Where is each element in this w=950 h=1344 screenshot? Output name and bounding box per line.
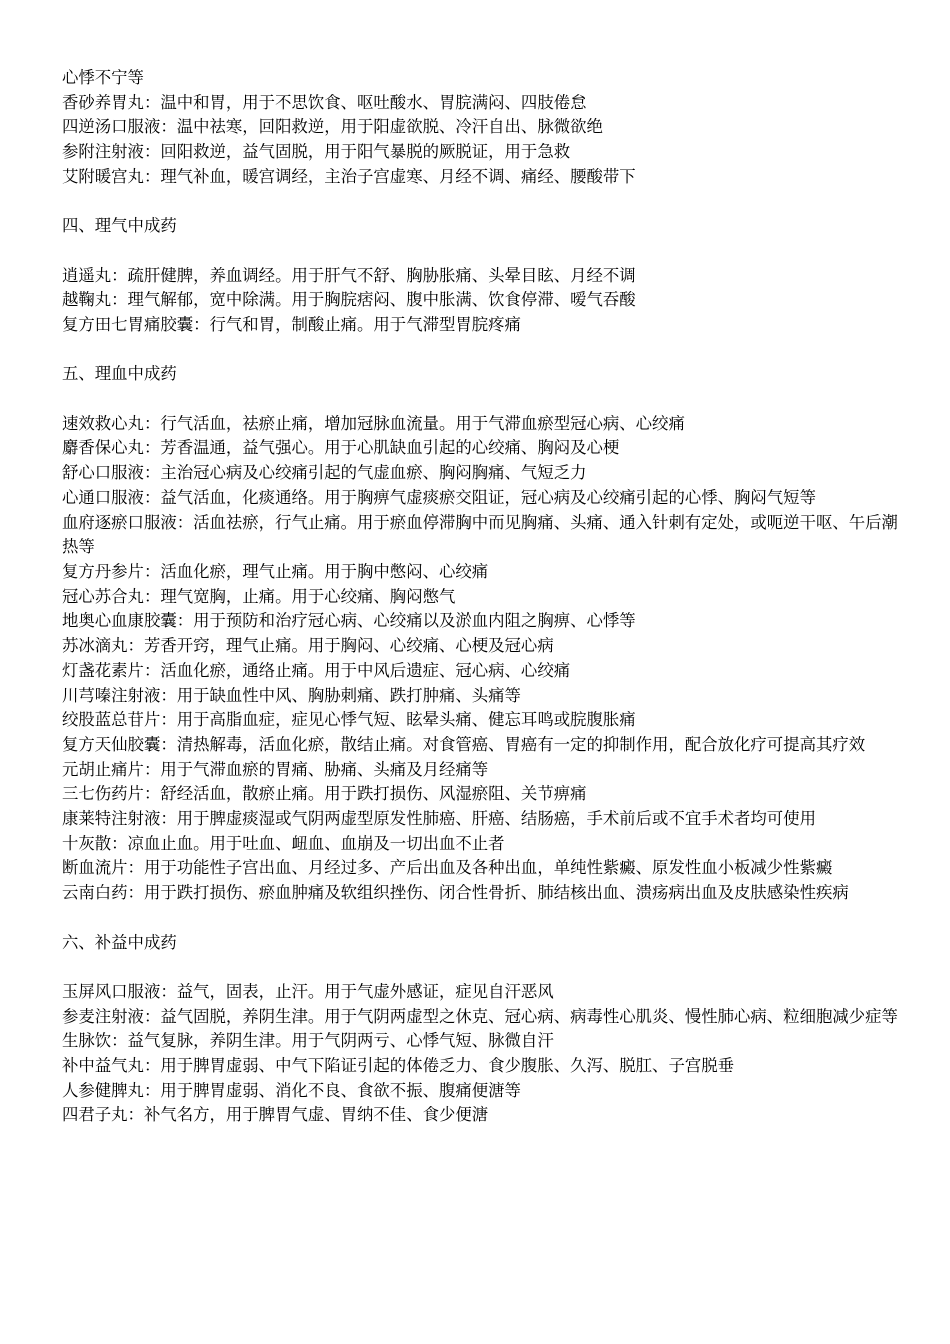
text-line: 心悸不宁等 [62,68,144,87]
text-line: 云南白药：用于跌打损伤、瘀血肿痛及软组织挫伤、闭合性骨折、肺结核出血、溃疡病出血及皮肤感染性疾病 [62,883,849,903]
text-line: 地奥心血康胶囊：用于预防和治疗冠心病、心绞痛以及淤血内阻之胸痹、心悸等 [62,611,636,631]
text-line: 十灰散：凉血止血。用于吐血、衄血、血崩及一切出血不止者 [62,833,505,853]
section-heading: 四、理气中成药 [62,216,177,236]
text-line: 冠心苏合丸：理气宽胸，止痛。用于心绞痛、胸闷憋气 [62,586,456,606]
text-line: 参麦注射液：益气固脱，养阴生津。用于气阴两虚型之休克、冠心病、病毒性心肌炎、慢性肺心病、粒细胞减少症等 [62,1006,898,1026]
text-line: 速效救心丸：行气活血，祛瘀止痛，增加冠脉血流量。用于气滞血瘀型冠心病、心绞痛 [62,413,685,433]
section-gap [62,387,910,412]
text-line: 玉屏风口服液：益气，固表，止汗。用于气虚外感证，症见自汗恶风 [62,981,554,1001]
document-body [62,66,910,1128]
section-gap [62,955,910,980]
text-line: 生脉饮：益气复脉，养阴生津。用于气阴两亏、心悸气短、脉微自汗 [62,1031,554,1051]
text-line: 人参健脾丸：用于脾胃虚弱、消化不良、食欲不振、腹痛便溏等 [62,1080,521,1100]
text-line: 康莱特注射液：用于脾虚痰湿或气阴两虚型原发性肺癌、肝癌、结肠癌，手术前后或不宜手术者均可使用 [62,809,816,829]
text-line: 血府逐瘀口服液：活血祛瘀，行气止痛。用于瘀血停滞胸中而见胸痛、头痛、通入针刺有定处，或呃逆干呕、午后潮热等 [62,512,898,557]
text-line: 四君子丸：补气名方，用于脾胃气虚、胃纳不佳、食少便溏 [62,1105,489,1125]
text-line: 逍遥丸：疏肝健脾，养血调经。用于肝气不舒、胸胁胀痛、头晕目眩、月经不调 [62,265,636,285]
text-line: 苏冰滴丸：芳香开窍，理气止痛。用于胸闷、心绞痛、心梗及冠心病 [62,636,554,656]
text-line: 补中益气丸：用于脾胃虚弱、中气下陷证引起的体倦乏力、食少腹胀、久泻、脱肛、子宫脱垂 [62,1056,735,1076]
text-line: 复方丹参片：活血化瘀，理气止痛。用于胸中憋闷、心绞痛 [62,562,489,581]
text-line: 复方天仙胶囊：清热解毒，活血化瘀，散结止痛。对食管癌、胃癌有一定的抑制作用，配合放化疗可提高其疗效 [62,734,866,754]
section-gap [62,239,910,264]
section-heading: 五、理血中成药 [62,364,177,384]
text-line: 元胡止痛片：用于气滞血瘀的胃痛、胁痛、头痛及月经痛等 [62,759,489,779]
text-line: 川芎嗪注射液：用于缺血性中风、胸胁刺痛、跌打肿痛、头痛等 [62,685,521,705]
section-gap [62,906,910,931]
text-line: 心通口服液：益气活血，化痰通络。用于胸痹气虚痰瘀交阻证，冠心病及心绞痛引起的心悸、胸闷气短等 [62,487,816,507]
section-heading: 六、补益中成药 [62,932,177,952]
text-line: 绞股蓝总苷片：用于高脂血症，症见心悸气短、眩晕头痛、健忘耳鸣或脘腹胀痛 [62,710,636,730]
section-gap [62,338,910,363]
text-line: 香砂养胃丸：温中和胃，用于不思饮食、呕吐酸水、胃脘满闷、四肢倦怠 [62,92,587,112]
text-line: 参附注射液：回阳救逆，益气固脱，用于阳气暴脱的厥脱证，用于急救 [62,142,571,162]
section-gap [62,190,910,215]
text-line: 灯盏花素片：活血化瘀，通络止痛。用于中风后遗症、冠心病、心绞痛 [62,660,571,680]
text-line: 麝香保心丸：芳香温通，益气强心。用于心肌缺血引起的心绞痛、胸闷及心梗 [62,438,620,458]
text-line: 断血流片：用于功能性子宫出血、月经过多、产后出血及各种出血，单纯性紫癜、原发性血小板减少性紫癜 [62,858,833,878]
text-line: 艾附暖宫丸：理气补血，暖宫调经，主治子宫虚寒、月经不调、痛经、腰酸带下 [62,166,636,186]
text-line: 三七伤药片：舒经活血，散瘀止痛。用于跌打损伤、风湿瘀阻、关节痹痛 [62,784,587,804]
text-line: 四逆汤口服液：温中祛寒，回阳救逆，用于阳虚欲脱、冷汗自出、脉微欲绝 [62,117,603,137]
text-line: 舒心口服液：主治冠心病及心绞痛引起的气虚血瘀、胸闷胸痛、气短乏力 [62,463,587,483]
text-line: 复方田七胃痛胶囊：行气和胃，制酸止痛。用于气滞型胃脘疼痛 [62,315,521,334]
text-line: 越鞠丸：理气解郁，宽中除满。用于胸脘痞闷、腹中胀满、饮食停滞、嗳气吞酸 [62,290,636,310]
